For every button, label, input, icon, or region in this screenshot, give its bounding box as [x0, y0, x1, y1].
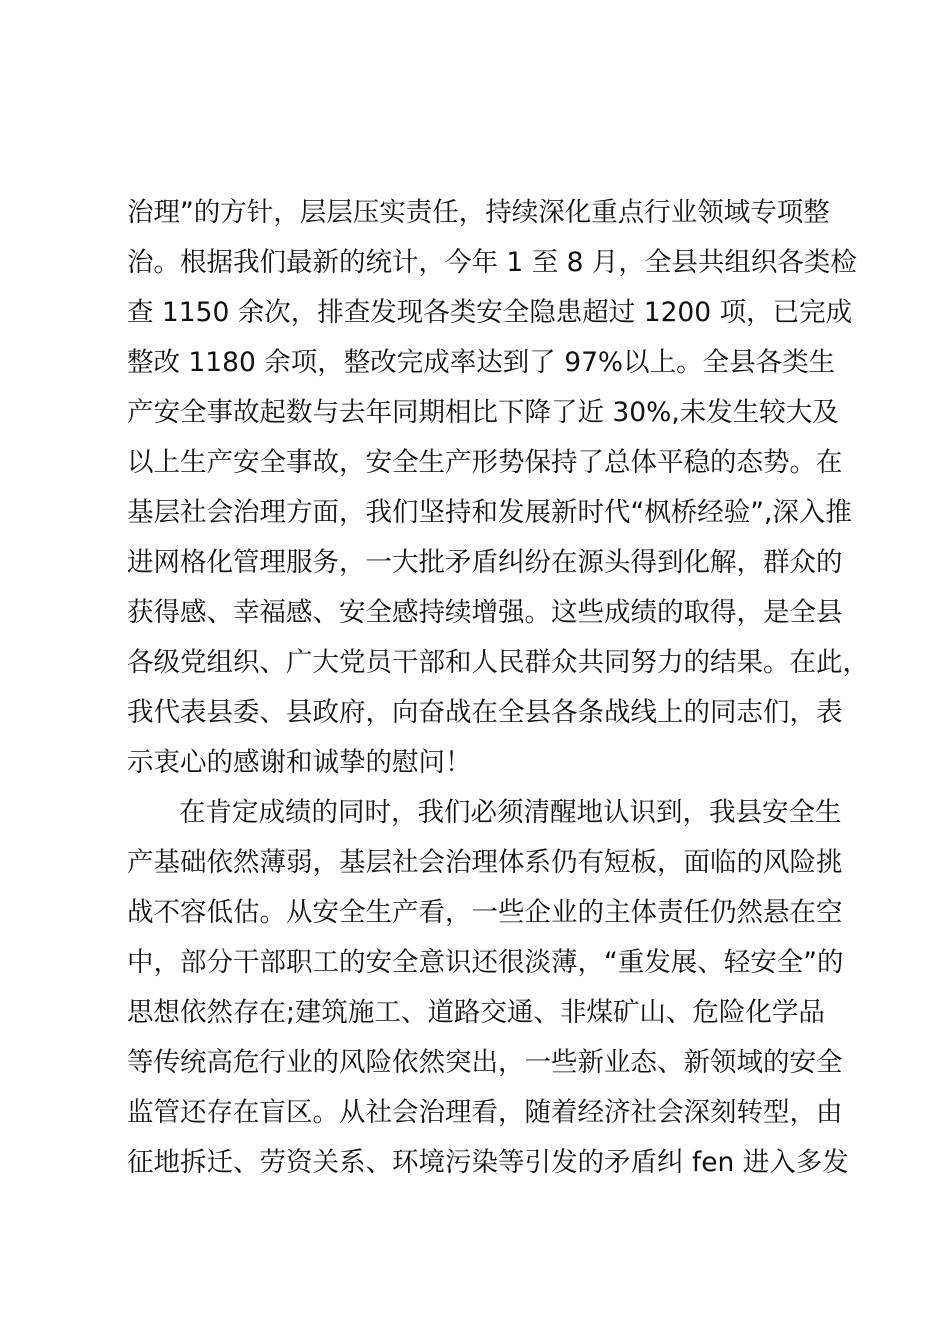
paragraph-2-line-6: 等传统高危行业的风险依然突出，一些新业态、新领域的安全 [127, 1047, 843, 1078]
paragraph-1-line-10: 各级党组织、广大党员干部和人民群众共同努力的结果。在此， [127, 647, 869, 678]
paragraph-2-line-2: 产基础依然薄弱，基层社会治理体系仍有短板，面临的风险挑 [127, 847, 843, 878]
paragraph-1-line-11: 我代表县委、县政府，向奋战在全县各条战线上的同志们，表 [127, 697, 843, 728]
paragraph-1-line-12: 示衷心的感谢和诚挚的慰问！ [127, 747, 472, 778]
paragraph-1-line-3: 查 1150 余次，排查发现各类安全隐患超过 1200 项，已完成 [127, 297, 853, 328]
paragraph-2-line-8: 征地拆迁、劳资关系、环境污染等引发的矛盾纠 fen 进入多发 [127, 1147, 849, 1178]
paragraph-1-line-1: 治理”的方针，层层压实责任，持续深化重点行业领域专项整 [127, 197, 830, 228]
paragraph-1-line-6: 以上生产安全事故，安全生产形势保持了总体平稳的态势。在 [127, 447, 843, 478]
paragraph-2-line-5: 思想依然存在;建筑施工、道路交通、非煤矿山、危险化学品 [127, 997, 825, 1028]
paragraph-1-line-5: 产安全事故起数与去年同期相比下降了近 30%,未发生较大及 [127, 397, 839, 428]
paragraph-2-line-1: 在肯定成绩的同时，我们必须清醒地认识到，我县安全生 [179, 797, 842, 828]
paragraph-1-line-2: 治。根据我们最新的统计，今年 1 至 8 月，全县共组织各类检 [127, 247, 857, 278]
paragraph-2-line-4: 中，部分干部职工的安全意识还很淡薄，“重发展、轻安全”的 [127, 947, 844, 978]
paragraph-2-line-7: 监管还存在盲区。从社会治理看，随着经济社会深刻转型，由 [127, 1097, 843, 1128]
paragraph-2-line-3: 战不容低估。从安全生产看，一些企业的主体责任仍然悬在空 [127, 897, 843, 928]
paragraph-1-line-9: 获得感、幸福感、安全感持续增强。这些成绩的取得，是全县 [127, 597, 843, 628]
paragraph-1-line-7: 基层社会治理方面，我们坚持和发展新时代“枫桥经验”,深入推 [127, 497, 852, 528]
paragraph-1-line-4: 整改 1180 余项，整改完成率达到了 97%以上。全县各类生 [127, 347, 836, 378]
paragraph-1-line-8: 进网格化管理服务，一大批矛盾纠纷在源头得到化解，群众的 [127, 547, 843, 578]
